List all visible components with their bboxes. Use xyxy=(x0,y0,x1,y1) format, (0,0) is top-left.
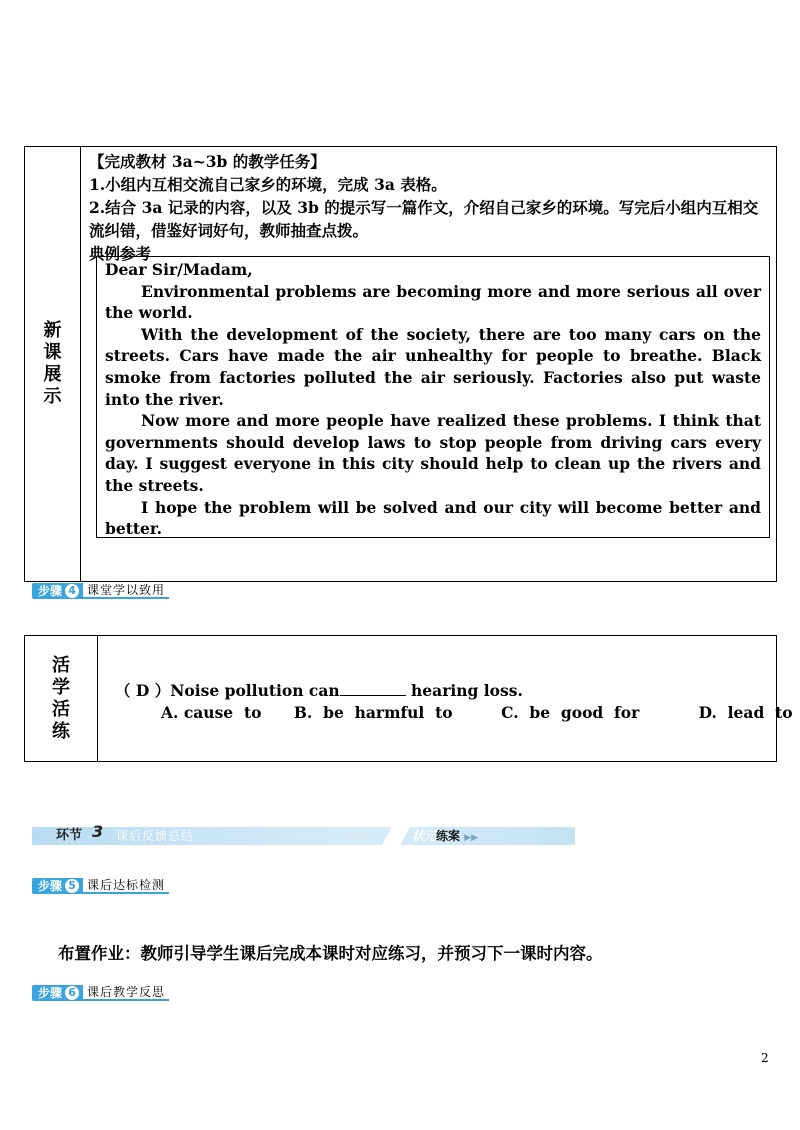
task-item-2: 2.结合 3a 记录的内容，以及 3b 的提示写一篇作文，介绍自己家乡的环境。写完后小组内互相交流纠错，借鉴好词好句，教师抽查点拨。 xyxy=(89,198,759,240)
step-badge: 步骤 6 xyxy=(32,985,83,1001)
letter-paragraph: I hope the problem will be solved and our city will become better and better. xyxy=(105,497,761,539)
step-title: 课后达标检测 xyxy=(83,878,169,894)
side-label-cell xyxy=(25,636,98,761)
question-stem-end: hearing loss. xyxy=(405,681,523,700)
answer-blank xyxy=(340,681,406,696)
banner-section-label: 环节 xyxy=(56,828,83,843)
homework-text: 布置作业：教师引导学生课后完成本课时对应练习，并预习下一课时内容。 xyxy=(58,944,603,963)
letter-paragraph: Now more and more people have realized these problems. I think that governments should develop laws to stop people from driving cars every day. I suggest everyone in this city should help to clean up the rivers and the streets. xyxy=(105,411,761,495)
banner-divider xyxy=(382,827,410,845)
step-number: 4 xyxy=(65,584,79,598)
letter-paragraph: Environmental problems are becoming more and more serious all over the world. xyxy=(105,281,761,323)
letter-greeting: Dear Sir/Madam, xyxy=(105,260,253,279)
step-badge: 步骤 4 xyxy=(32,583,83,599)
page-number: 2 xyxy=(761,1051,769,1065)
double-arrow-icon: ▶▶ xyxy=(464,833,479,843)
side-label: 新课展示 xyxy=(43,320,62,407)
step-number: 6 xyxy=(65,986,79,1000)
section-banner xyxy=(32,822,575,845)
step-6-label xyxy=(32,985,169,1001)
question-options: A. cause to B. be harmful to C. be good for D. lead to xyxy=(161,703,793,722)
step-title: 课堂学以致用 xyxy=(83,583,169,599)
side-label: 活学活练 xyxy=(52,654,70,742)
step-5-label xyxy=(32,878,169,894)
step-title: 课后教学反思 xyxy=(83,985,169,1001)
question-stem: （ D ）Noise pollution can xyxy=(115,681,340,700)
task-item-1: 1.小组内互相交流自己家乡的环境，完成 3a 表格。 xyxy=(89,175,447,194)
practice-question xyxy=(115,680,793,724)
side-label-cell xyxy=(25,147,81,581)
practice-table xyxy=(24,635,793,762)
letter-paragraph: With the development of the society, there are too many cars on the streets. Cars have made the air unhealthy for people to breathe. Black smoke from factories polluted the air seriously. Factories also put waste into the river. xyxy=(105,324,761,409)
step-4-label xyxy=(32,583,169,599)
banner-right-label: 状元练案 ▶▶ xyxy=(412,829,479,843)
example-label: 典例参考 xyxy=(89,244,152,263)
banner-title: 课后反馈总结 xyxy=(116,829,195,843)
task-content xyxy=(89,150,770,265)
task-heading: 【完成教材 3a~3b 的教学任务】 xyxy=(89,152,326,171)
step-badge: 步骤 5 xyxy=(32,878,83,894)
banner-number: 3 xyxy=(92,822,104,841)
example-letter-box xyxy=(96,256,770,538)
step-number: 5 xyxy=(65,879,79,893)
